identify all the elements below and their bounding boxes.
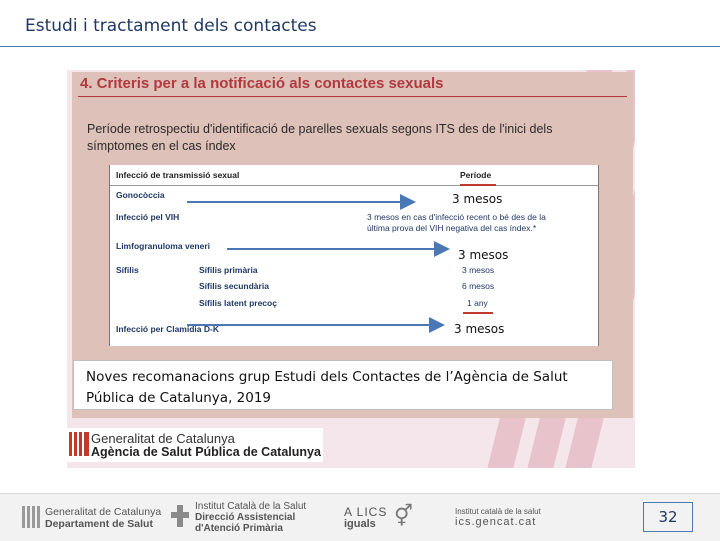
logo-line1: Generalitat de Catalunya [91, 431, 235, 446]
row-label-limfogranuloma: Limfogranuloma veneri [116, 241, 210, 251]
footer-ics-line1: Institut Català de la Salut [195, 501, 307, 512]
footer-aiguals-top: A LICS [344, 505, 388, 519]
column-header-infection: Infecció de transmissió sexual [116, 170, 240, 180]
arrow-label-limfogranuloma: 3 mesos [458, 248, 509, 262]
period-sifilis-primaria: 3 mesos [462, 265, 495, 275]
footer-gencat-line1: Generalitat de Catalunya [45, 506, 162, 518]
medical-cross-icon [170, 504, 190, 528]
senyera-icon [69, 432, 89, 456]
footer-aiguals-bottom: iguals [344, 518, 376, 530]
source-note: Noves recomanacions grup Estudi dels Contactes de l’Agència de Salut Pública de Catalunya, 2019 [86, 369, 568, 406]
criteria-figure [67, 70, 635, 468]
row-label-sifilis-primaria: Sífilis primària [199, 265, 258, 275]
footer-gencat-line2: Departament de Salut [45, 518, 153, 530]
panel-intro: Període retrospectiu d'identificació de parelles sexuals segons ITS des de l'inici dels símptomes en el cas índex [87, 122, 553, 153]
slide-footer [0, 493, 720, 541]
senyera-icon [22, 506, 40, 528]
period-sifilis-secundaria: 6 mesos [462, 281, 495, 291]
title-divider [0, 46, 720, 47]
column-header-period: Període [460, 170, 492, 180]
row-label-clamidia: Infecció per Clamídia D-K [116, 324, 219, 334]
row-label-sifilis-secundaria: Sífilis secundària [199, 281, 269, 291]
period-vih-line1: 3 mesos en cas d'infecció recent o bé des de la [367, 212, 546, 222]
row-label-gonococcia: Gonocòccia [116, 190, 165, 200]
row-label-sifilis-latent: Sífilis latent precoç [199, 298, 277, 308]
footer-ics-line3: d'Atenció Primària [195, 523, 283, 534]
arrow-label-clamidia: 3 mesos [454, 322, 505, 336]
slide-title: Estudi i tractament dels contactes [25, 16, 317, 36]
row-label-vih: Infecció pel VIH [116, 212, 180, 222]
period-sifilis-latent: 1 any [467, 298, 488, 308]
footer-institut-line2: ics.gencat.cat [455, 516, 537, 528]
arrow-label-gonococcia: 3 mesos [452, 192, 503, 206]
footer-institut-line1: Institut català de la salut [455, 507, 541, 516]
panel-heading: 4. Criteris per a la notificació als contactes sexuals [80, 75, 444, 92]
source-note-box [73, 360, 613, 410]
page-number: 32 [643, 502, 693, 532]
period-vih-line2: última prova del VIH negativa del cas índex.* [367, 223, 537, 233]
footer-ics-line2: Direcció Assistencial [195, 512, 296, 523]
aspcat-logo [67, 428, 323, 462]
gender-symbol-icon: ⚥ [394, 505, 413, 528]
row-label-sifilis: Sífilis [116, 265, 139, 275]
logo-line2: Agència de Salut Pública de Catalunya [91, 445, 321, 459]
